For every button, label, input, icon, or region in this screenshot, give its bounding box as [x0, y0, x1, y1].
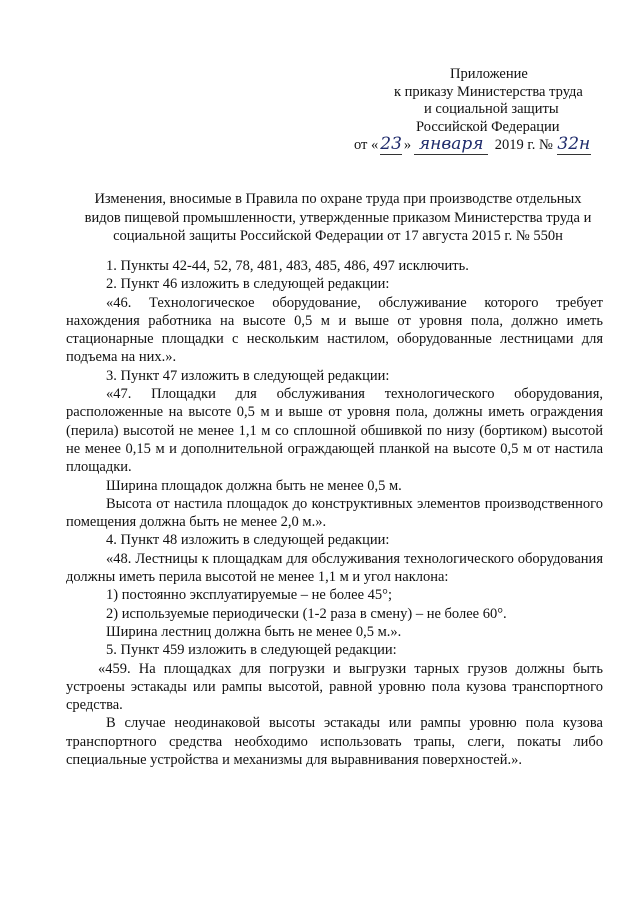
paragraph: 1. Пункты 42-44, 52, 78, 481, 483, 485, 486, 497 исключить. — [106, 258, 469, 274]
document-body — [66, 257, 603, 769]
order-date-line — [330, 136, 600, 155]
paragraph: 2) используемые периодически (1-2 раза в смену) – не более 60°. — [106, 605, 507, 622]
order-ref-line-2: и социальной защиты — [424, 101, 559, 117]
year-and-number-label: 2019 г. № — [494, 137, 553, 153]
from-prefix: от « — [354, 137, 379, 153]
document-title: Изменения, вносимые в Правила по охране труда при производстве отдельных видов пищевой промышленности, утвержденные приказом Министерства труда и социальной защиты Российской Федерации от 17 августа 2015 г. № 550н — [84, 191, 592, 244]
paragraph: 3. Пункт 47 изложить в следующей редакции: — [106, 367, 390, 384]
paragraph: 2. Пункт 46 изложить в следующей редакции: — [106, 276, 390, 293]
paragraph: «459. На площадках для погрузки и выгрузки тарных грузов должны быть устроены эстакады или рампы высотой, равной уровню пола кузова транспортного средства. — [66, 660, 603, 714]
appendix-label: Приложение — [450, 66, 528, 82]
paragraph: Ширина площадок должна быть не менее 0,5 м. — [106, 477, 402, 494]
paragraph: Ширина лестниц должна быть не менее 0,5 м.». — [106, 623, 402, 640]
appendix-header — [330, 66, 600, 155]
paragraph: «48. Лестницы к площадкам для обслуживания технологического оборудования должны иметь перила высотой не менее 1,1 м и угол наклона: — [66, 550, 603, 586]
paragraph: 5. Пункт 459 изложить в следующей редакции: — [106, 642, 397, 659]
date-close-quote: » — [403, 137, 412, 153]
paragraph: 1) постоянно эксплуатируемые – не более 45°; — [106, 587, 392, 604]
handwritten-month: января — [414, 136, 488, 155]
paragraph: «47. Площадки для обслуживания технологического оборудования, расположенные на высоте 0,5 м и выше от уровня пола, должны иметь ограждения (перила) высотой не менее 1,1 м со сплошной обшивкой по низу (бортиком) высотой не менее 0,15 м и дополнительной ограждающей планкой на высоте 0,5 м от настила площадки. — [66, 386, 603, 476]
paragraph: В случае неодинаковой высоты эстакады или рампы уровню пола кузова транспортного средства необходимо использовать трапы, слеги, покаты либо специальные устройства и механизмы для выравнивания поверхностей.». — [66, 715, 603, 769]
paragraph: Высота от настила площадок до конструктивных элементов производственного помещения должна быть не менее 2,0 м.». — [66, 495, 603, 531]
handwritten-order-number: 32н — [557, 134, 591, 154]
handwritten-day: 23 — [380, 134, 402, 154]
paragraph: «46. Технологическое оборудование, обслуживание которого требует нахождения работника на высоте 0,5 м и выше от уровня пола, должно иметь стационарные площадки с нескольким настилом, оборудованные лестницами для подъема на них.». — [66, 294, 603, 366]
order-ref-line-3: Российской Федерации — [416, 118, 560, 135]
paragraph: 4. Пункт 48 изложить в следующей редакции: — [106, 532, 390, 549]
order-ref-line: к приказу Министерства труда — [394, 83, 583, 100]
